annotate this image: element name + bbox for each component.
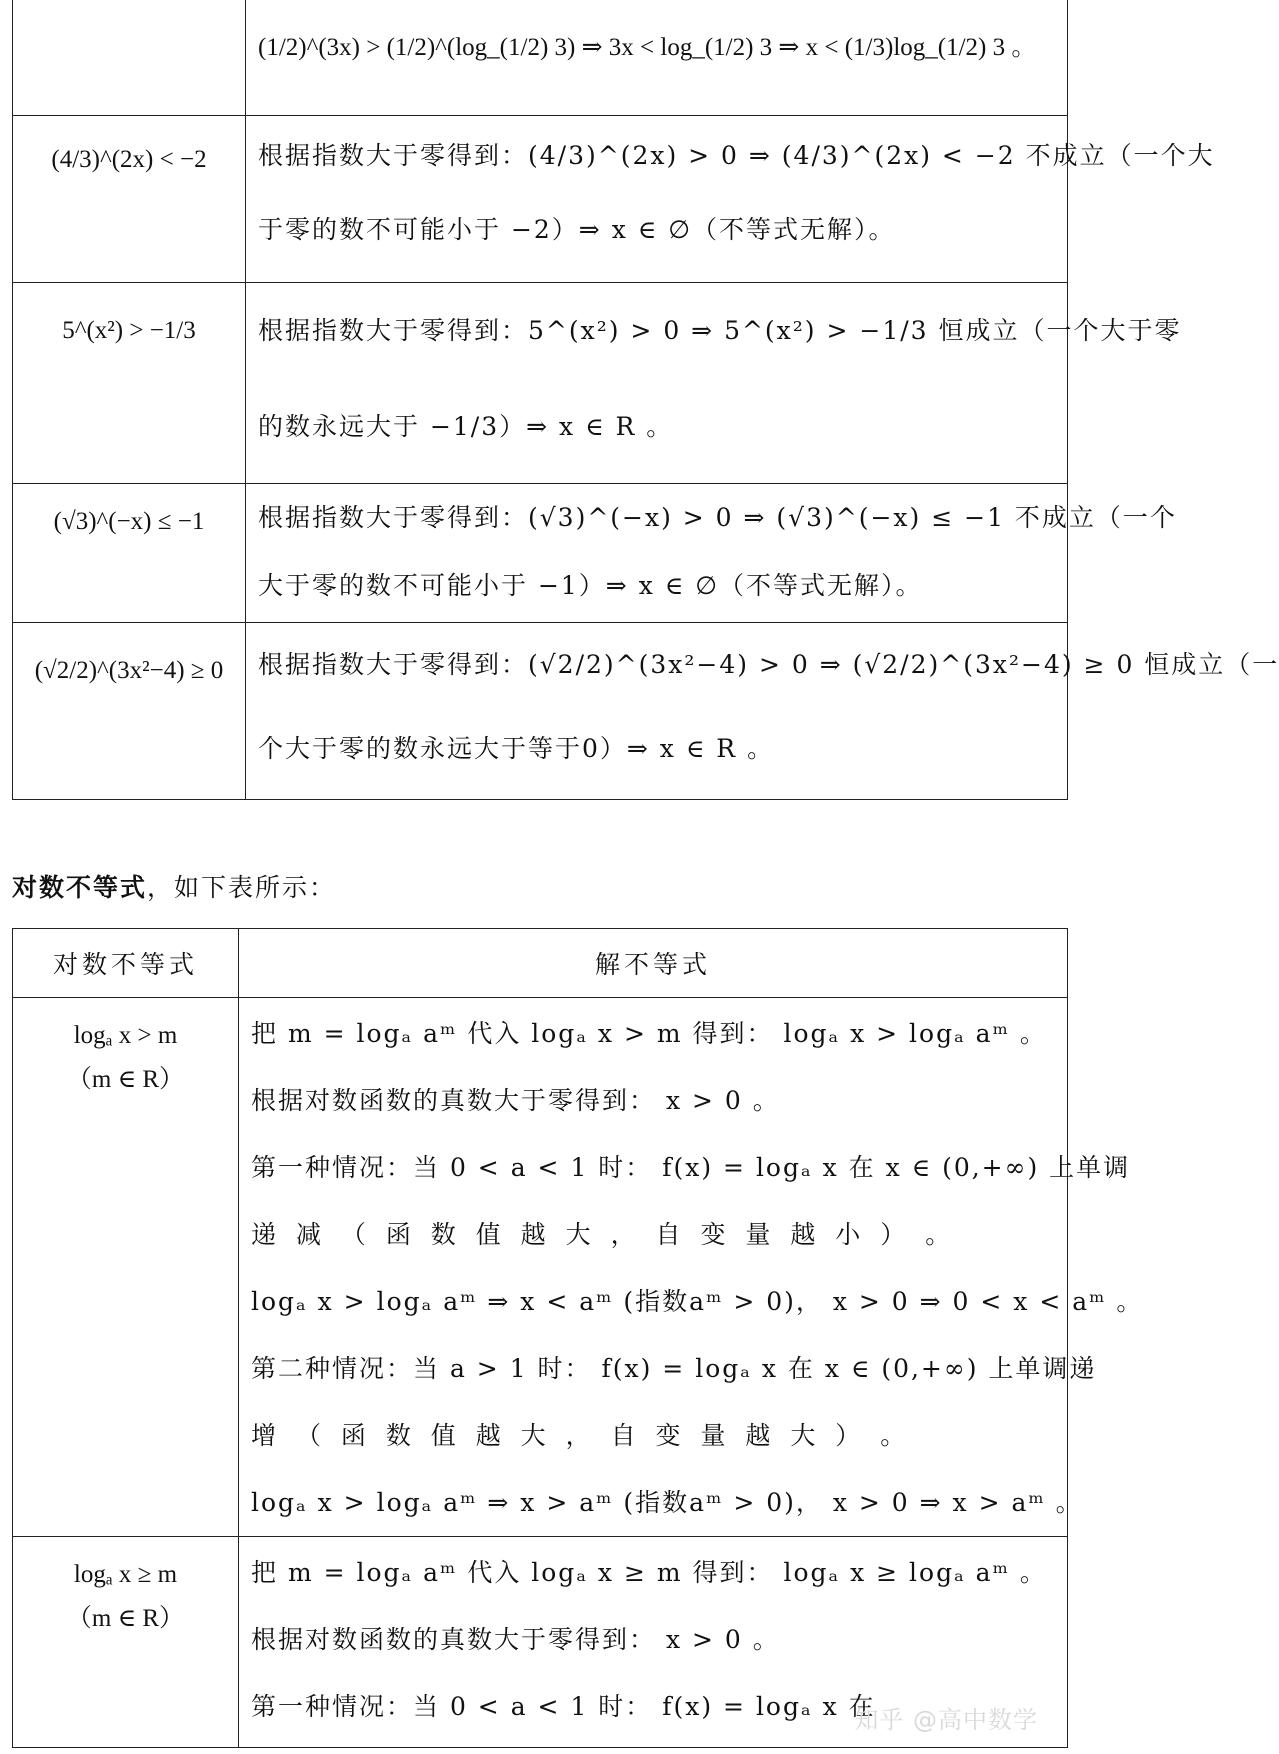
- table-header-row: [13, 929, 1068, 998]
- table-row: [13, 998, 1068, 1537]
- right-cell: [246, 283, 1182, 484]
- logarithm-inequality-table: [12, 928, 1144, 1748]
- solution-line: 根据指数大于零得到：5^(x²) > 0 ⇒ 5^(x²) > −1/3 恒成立（一个大于零: [258, 316, 1182, 345]
- section-heading: [12, 868, 336, 904]
- table-row: [13, 0, 1068, 116]
- solution-line: logₐ x > logₐ aᵐ ⇒ x > aᵐ (指数aᵐ > 0)， x > 0 ⇒ x > aᵐ 。: [251, 1488, 1083, 1517]
- left-cell: (√2/2)^(3x²−4) ≥ 0: [13, 623, 246, 800]
- solution-line: 增 （ 函 数 值 越 大 ， 自 变 量 越 大 ） 。: [251, 1421, 912, 1450]
- right-cell: [239, 998, 1144, 1537]
- left-cell: 5^(x²) > −1/3: [13, 283, 246, 484]
- solution-line: 第一种情况：当 0 < a < 1 时： f(x) = logₐ x 在 x ∈ (0,+∞) 上单调: [251, 1153, 1131, 1182]
- solution-line: 的数永远大于 −1/3）⇒ x ∈ R 。: [258, 412, 674, 441]
- left-cell: (4/3)^(2x) < −2: [13, 116, 246, 283]
- solution-line: 个大于零的数永远大于等于0）⇒ x ∈ R 。: [258, 734, 775, 763]
- solution-line: 把 m = logₐ aᵐ 代入 logₐ x ≥ m 得到： logₐ x ≥ logₐ aᵐ 。: [251, 1558, 1047, 1587]
- right-cell: [246, 623, 1279, 800]
- solution-line: 根据对数函数的真数大于零得到： x > 0 。: [251, 1086, 780, 1115]
- solution-line: 根据对数函数的真数大于零得到： x > 0 。: [251, 1625, 780, 1654]
- solution-line: 于零的数不可能小于 −2）⇒ x ∈ ∅（不等式无解）。: [258, 215, 896, 244]
- left-cell: logₐ x ≥ m （m ∈ R）: [13, 1537, 239, 1748]
- solution-line: 第一种情况：当 0 < a < 1 时： f(x) = logₐ x 在: [251, 1692, 876, 1721]
- header-cell: 解不等式: [239, 929, 1068, 998]
- table-row: [13, 283, 1068, 484]
- table-row: [13, 116, 1068, 283]
- right-cell: [246, 116, 1215, 283]
- table-row: [13, 623, 1068, 800]
- solution-line: 第二种情况：当 a > 1 时： f(x) = logₐ x 在 x ∈ (0,+∞) 上单调递: [251, 1354, 1097, 1383]
- solution-line: 大于零的数不可能小于 −1）⇒ x ∈ ∅（不等式无解）。: [258, 571, 923, 600]
- watermark: 知乎 @高中数学: [854, 1706, 1038, 1734]
- left-cell: logₐ x > m （m ∈ R）: [13, 998, 239, 1537]
- solution-line: logₐ x > logₐ aᵐ ⇒ x < aᵐ (指数aᵐ > 0)， x > 0 ⇒ 0 < x < aᵐ 。: [251, 1287, 1144, 1316]
- exponential-inequality-table: [12, 0, 1279, 800]
- heading-bold: 对数不等式: [12, 873, 148, 902]
- solution-line: (1/2)^(3x) > (1/2)^(log_(1/2) 3) ⇒ 3x < log_(1/2) 3 ⇒ x < (1/3)log_(1/2) 3 。: [258, 34, 1037, 61]
- heading-rest: ，如下表所示：: [147, 873, 337, 902]
- solution-line: 递 减 （ 函 数 值 越 大 ， 自 变 量 越 小 ） 。: [251, 1220, 957, 1249]
- right-cell: [246, 0, 1068, 116]
- solution-line: 根据指数大于零得到：(4/3)^(2x) > 0 ⇒ (4/3)^(2x) < −2 不成立（一个大: [258, 141, 1215, 170]
- header-cell: 对数不等式: [13, 929, 239, 998]
- solution-line: 根据指数大于零得到：(√2/2)^(3x²−4) > 0 ⇒ (√2/2)^(3x²−4) ≥ 0 恒成立（一: [258, 650, 1279, 679]
- solution-line: 把 m = logₐ aᵐ 代入 logₐ x > m 得到： logₐ x > logₐ aᵐ 。: [251, 1019, 1047, 1048]
- left-cell: (√3)^(−x) ≤ −1: [13, 484, 246, 623]
- left-cell: [13, 0, 246, 116]
- solution-line: 根据指数大于零得到：(√3)^(−x) > 0 ⇒ (√3)^(−x) ≤ −1 不成立（一个: [258, 503, 1177, 532]
- table-row: [13, 484, 1068, 623]
- right-cell: [246, 484, 1177, 623]
